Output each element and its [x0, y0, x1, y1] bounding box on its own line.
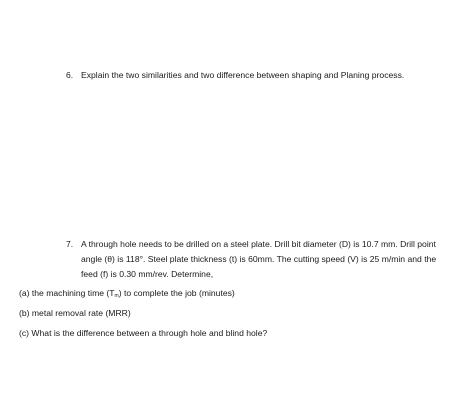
machining-time-subscript: m: [114, 293, 119, 299]
question-number: 7.: [66, 239, 74, 249]
question-7: [66, 237, 466, 283]
question-text: Explain the two similarities and two difference between shaping and Planing process.: [81, 70, 405, 80]
question-text: A through hole needs to be drilled on a steel plate. Drill bit diameter (D) is 10.7 mm. Drill point angle (θ) is 118°. Steel plate thickness (t) is 60mm. The cutting speed (V) is 25 m/min and the feed (f) is 0.30 mm/rev. Determine,: [81, 239, 437, 279]
sub-question-a-suffix: ) to complete the job (minutes): [118, 288, 235, 298]
question-number: 6.: [66, 70, 74, 80]
sub-question-a: [19, 287, 235, 302]
sub-question-a-prefix: (a) the machining time (T: [19, 288, 115, 298]
sub-question-c: (c) What is the difference between a through hole and blind hole?: [19, 328, 268, 338]
sub-question-b: (b) metal removal rate (MRR): [19, 308, 131, 318]
